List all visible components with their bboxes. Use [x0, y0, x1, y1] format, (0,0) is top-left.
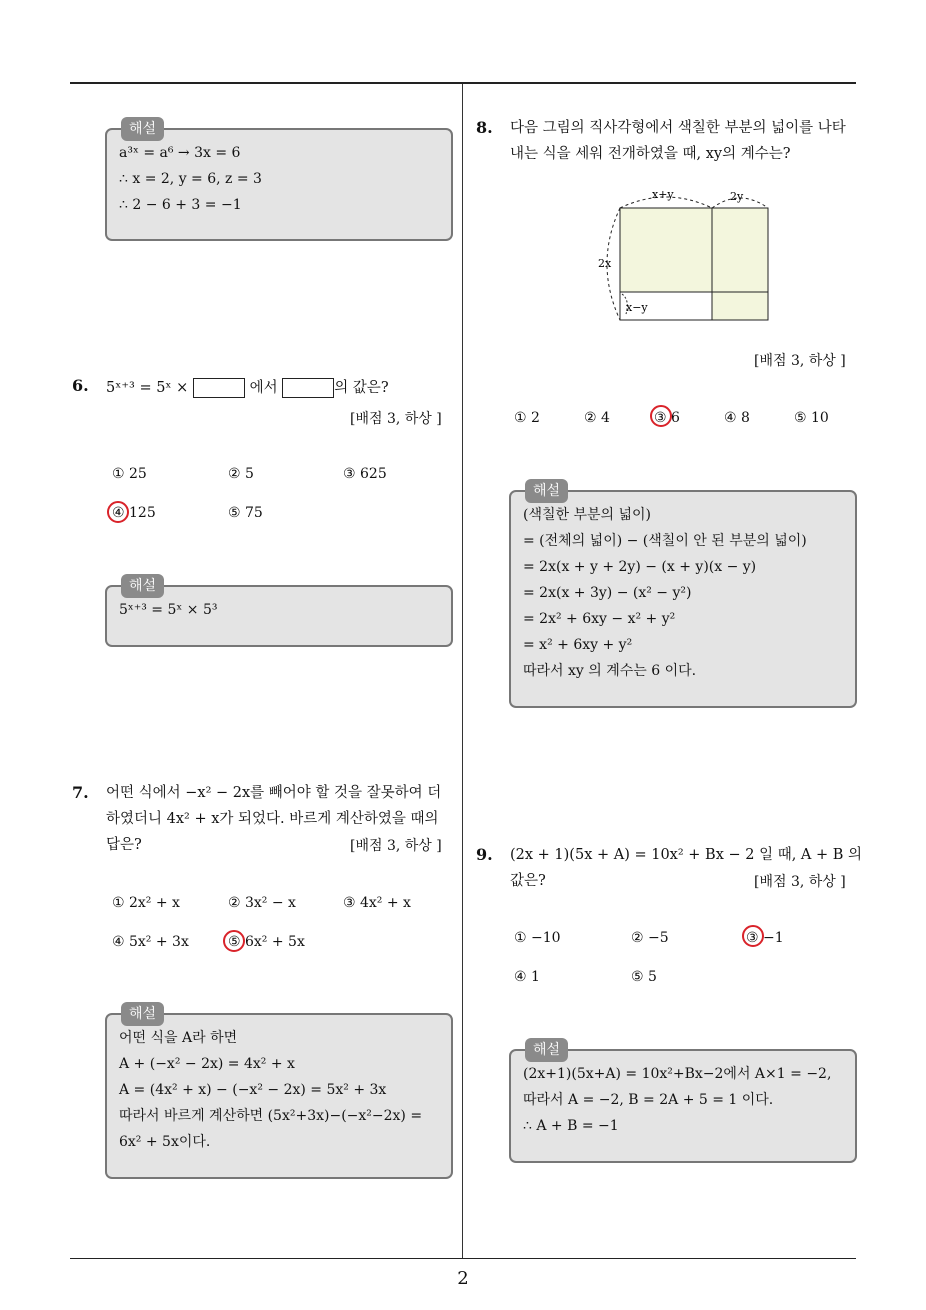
solution-tag: 해설	[525, 479, 568, 503]
solution-line: 따라서 xy 의 계수는 6 이다.	[523, 663, 697, 679]
q6-text-part3: 의 값은?	[334, 380, 389, 396]
answer-blank-box	[282, 378, 334, 398]
answer-mark-circle	[742, 925, 764, 947]
q6-text-part2: 에서	[249, 380, 278, 396]
q6-option-3[interactable]: ③ 625	[343, 466, 387, 482]
q7-score: [배점 3, 하상 ]	[350, 838, 442, 854]
q6-number: 6.	[72, 376, 89, 395]
q9-option-1[interactable]: ① −10	[514, 930, 561, 946]
solution-line: = x² + 6xy + y²	[523, 637, 633, 653]
shaded-region	[620, 208, 712, 292]
q6-option-1[interactable]: ① 25	[112, 466, 147, 482]
column-divider	[462, 84, 463, 1258]
q7-text-line: 답은?	[106, 837, 142, 853]
q8-number: 8.	[476, 118, 493, 137]
q9-text-line: 값은?	[510, 873, 546, 889]
q7-option-3[interactable]: ③ 4x² + x	[343, 895, 411, 911]
answer-mark-circle	[107, 501, 129, 523]
solution-line: 따라서 바르게 계산하면 (5x²+3x)−(−x²−2x) =	[119, 1108, 423, 1124]
q9-option-3[interactable]: ③ −1	[746, 930, 784, 946]
q7-text-line: 어떤 식에서 −x² − 2x를 빼어야 할 것을 잘못하여 더	[106, 785, 442, 801]
label-2x: 2x	[598, 257, 612, 270]
bottom-rule	[70, 1258, 856, 1259]
solution-line: ∴ A + B = −1	[523, 1118, 619, 1134]
q6-score: [배점 3, 하상 ]	[350, 411, 442, 427]
q9-number: 9.	[476, 845, 493, 864]
q8-score: [배점 3, 하상 ]	[754, 353, 846, 369]
solution-line: (2x+1)(5x+A) = 10x²+Bx−2에서 A×1 = −2,	[523, 1066, 832, 1082]
q7-text-line: 하였더니 4x² + x가 되었다. 바르게 계산하였을 때의	[106, 811, 439, 827]
q8-option-1[interactable]: ① 2	[514, 410, 540, 426]
solution-line: 5ˣ⁺³ = 5ˣ × 5³	[119, 602, 218, 618]
solution-line: A + (−x² − 2x) = 4x² + x	[119, 1056, 295, 1072]
solution-line: a³ˣ = a⁶ → 3x = 6	[119, 145, 241, 161]
q8-option-5[interactable]: ⑤ 10	[794, 410, 829, 426]
q8-text-line: 내는 식을 세워 전개하였을 때, xy의 계수는?	[510, 146, 791, 162]
solution-line: 어떤 식을 A라 하면	[119, 1030, 238, 1046]
q6-question	[106, 375, 389, 401]
solution-line: = (전체의 넓이) − (색칠이 안 된 부분의 넓이)	[523, 533, 807, 549]
q6-option-2[interactable]: ② 5	[228, 466, 254, 482]
page-number: 2	[457, 1268, 469, 1289]
q6-solution-box	[105, 578, 453, 647]
q6-option-4[interactable]: ④ 125	[112, 505, 156, 521]
q9-text-line: (2x + 1)(5x + A) = 10x² + Bx − 2 일 때, A + B 의	[510, 847, 863, 863]
solution-line: 6x² + 5x이다.	[119, 1134, 211, 1150]
q7-option-2[interactable]: ② 3x² − x	[228, 895, 296, 911]
solution-tag: 해설	[121, 1002, 164, 1026]
q7-solution-box	[105, 1006, 453, 1179]
solution-line: = 2x(x + 3y) − (x² − y²)	[523, 585, 692, 601]
solution-line: A = (4x² + x) − (−x² − 2x) = 5x² + 3x	[119, 1082, 387, 1098]
q7-number: 7.	[72, 783, 89, 802]
solution-tag: 해설	[121, 574, 164, 598]
q6-option-5[interactable]: ⑤ 75	[228, 505, 263, 521]
answer-blank-box	[193, 378, 245, 398]
q7-option-1[interactable]: ① 2x² + x	[112, 895, 180, 911]
q9-option-4[interactable]: ④ 1	[514, 969, 540, 985]
q8-option-3[interactable]: ③ 6	[654, 410, 680, 426]
q8-option-4[interactable]: ④ 8	[724, 410, 750, 426]
solution-line: ∴ 2 − 6 + 3 = −1	[119, 197, 242, 213]
shaded-region	[712, 208, 768, 320]
label-x-minus-y: x−y	[626, 301, 648, 314]
solution-tag: 해설	[525, 1038, 568, 1062]
q9-score: [배점 3, 하상 ]	[754, 874, 846, 890]
label-x-plus-y: x+y	[652, 188, 674, 201]
q8-solution-box	[509, 483, 857, 708]
answer-mark-circle	[223, 930, 245, 952]
q7-option-5[interactable]: ⑤ 6x² + 5x	[228, 934, 305, 950]
q5-solution-box	[105, 121, 453, 241]
q9-option-5[interactable]: ⑤ 5	[631, 969, 657, 985]
solution-tag: 해설	[121, 117, 164, 141]
q7-option-4[interactable]: ④ 5x² + 3x	[112, 934, 189, 950]
q9-option-2[interactable]: ② −5	[631, 930, 669, 946]
label-2y: 2y	[730, 190, 744, 203]
solution-line: 따라서 A = −2, B = 2A + 5 = 1 이다.	[523, 1092, 774, 1108]
top-rule	[70, 82, 856, 84]
solution-line: (색칠한 부분의 넓이)	[523, 507, 652, 523]
rectangle-diagram	[592, 186, 782, 331]
solution-line: = 2x(x + y + 2y) − (x + y)(x − y)	[523, 559, 757, 575]
q8-option-2[interactable]: ② 4	[584, 410, 610, 426]
rectangle-figure	[592, 186, 782, 335]
q8-text-line: 다음 그림의 직사각형에서 색칠한 부분의 넓이를 나타	[510, 120, 846, 136]
solution-line: ∴ x = 2, y = 6, z = 3	[119, 171, 262, 187]
q9-solution-box	[509, 1042, 857, 1163]
solution-line: = 2x² + 6xy − x² + y²	[523, 611, 676, 627]
answer-mark-circle	[650, 405, 672, 427]
q8-question	[510, 115, 860, 167]
q6-text-part1: 5ˣ⁺³ = 5ˣ ×	[106, 380, 189, 396]
